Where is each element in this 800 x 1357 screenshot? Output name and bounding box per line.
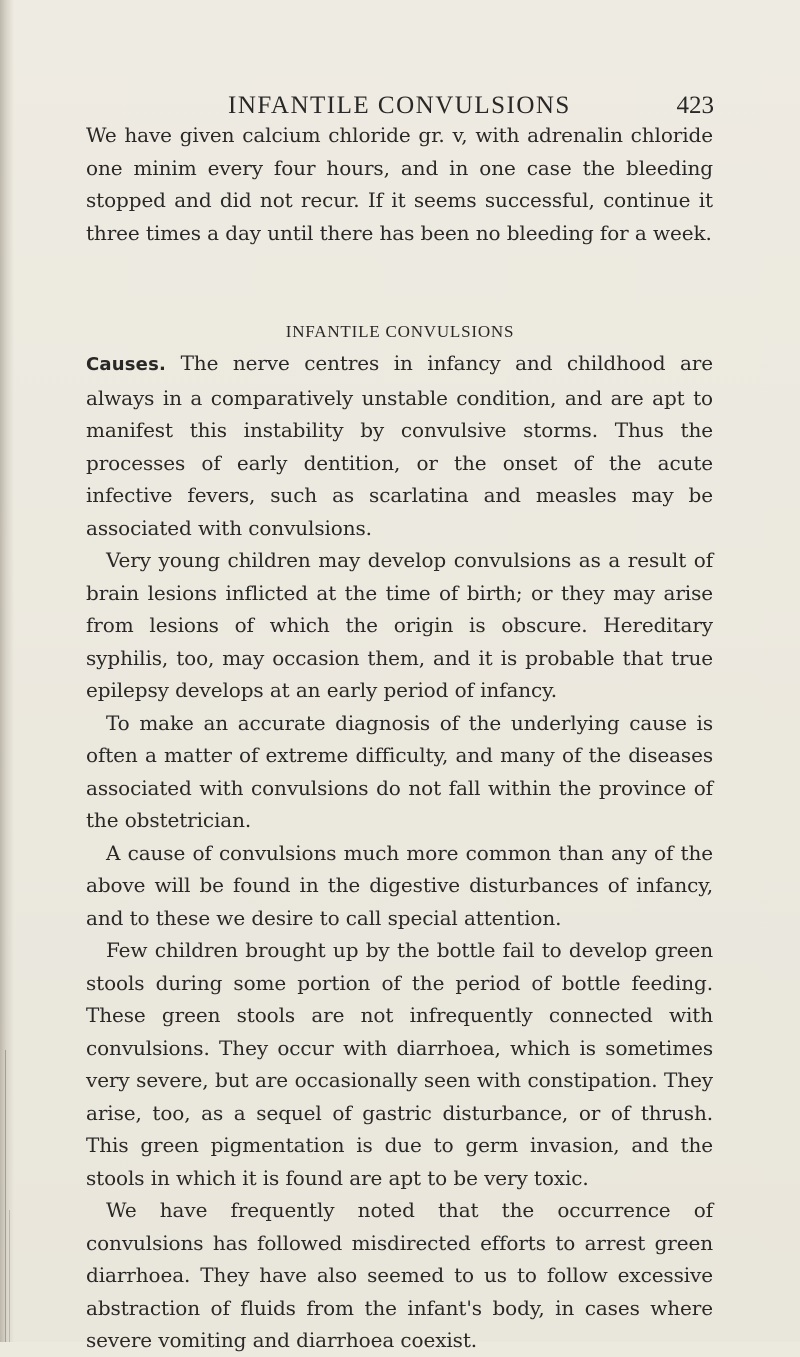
page-edge-line — [5, 1050, 6, 1342]
page-binding-edge — [0, 0, 14, 1342]
causes-subheading: Causes. — [86, 354, 167, 375]
section-heading: INFANTILE CONVULSIONS — [285, 322, 515, 341]
section-body — [86, 347, 713, 1357]
intro-paragraph: We have given calcium chloride gr. v, with adrenalin chloride one minim every four hours, and in one case the bleeding stopped and did not recur. If it seems successful, continue it three times a day until there has been no bleeding for a week. — [86, 123, 713, 245]
paragraph: To make an accurate diagnosis of the underlying cause is often a matter of extreme difficulty, and many of the diseases associated with convulsions do not fall within the province of the obstetrician. — [86, 710, 713, 832]
intro-text-block — [86, 119, 713, 249]
paragraph: We have frequently noted that the occurrence of convulsions has followed misdirected efforts to arrest green diarrhoea. They have also seemed to us to follow excessive abstraction of fluids from the infant's body, in cases where severe vomiting and diarrhoea coexist. — [86, 1198, 713, 1352]
paragraph-text: The nerve centres in infancy and childhood are always in a comparatively unstable condition, and are apt to manifest this instability by convulsive storms. Thus the processes of early dentition, or the onset of the acute infective fevers, such as scarlatina and measles may be associated with convulsions. — [86, 351, 713, 540]
page-number: 423 — [676, 92, 714, 119]
paragraph: Few children brought up by the bottle fail to develop green stools during some portion of the period of bottle feeding. These green stools are not infrequently connected with convulsions. They occur with diarrhoea, which is sometimes very severe, but are occasionally seen with constipation. They arise, too, as a sequel of gastric disturbance, or of thrush. This green pigmentation is due to germ invasion, and the stools in which it is found are apt to be very toxic. — [86, 938, 713, 1190]
running-title: INFANTILE CONVULSIONS — [228, 92, 571, 119]
paragraph-causes — [86, 347, 713, 544]
page-edge-line — [9, 1210, 10, 1342]
paragraph: A cause of convulsions much more common than any of the above will be found in the digestive disturbances of infancy, and to these we desire to call special attention. — [86, 840, 713, 930]
paragraph: Very young children may develop convulsions as a result of brain lesions inflicted at the time of birth; or they may arise from lesions of which the origin is obscure. Hereditary syphilis, too, may occasion them, and it is probable that true epilepsy develops at an early period of infancy. — [86, 548, 713, 702]
